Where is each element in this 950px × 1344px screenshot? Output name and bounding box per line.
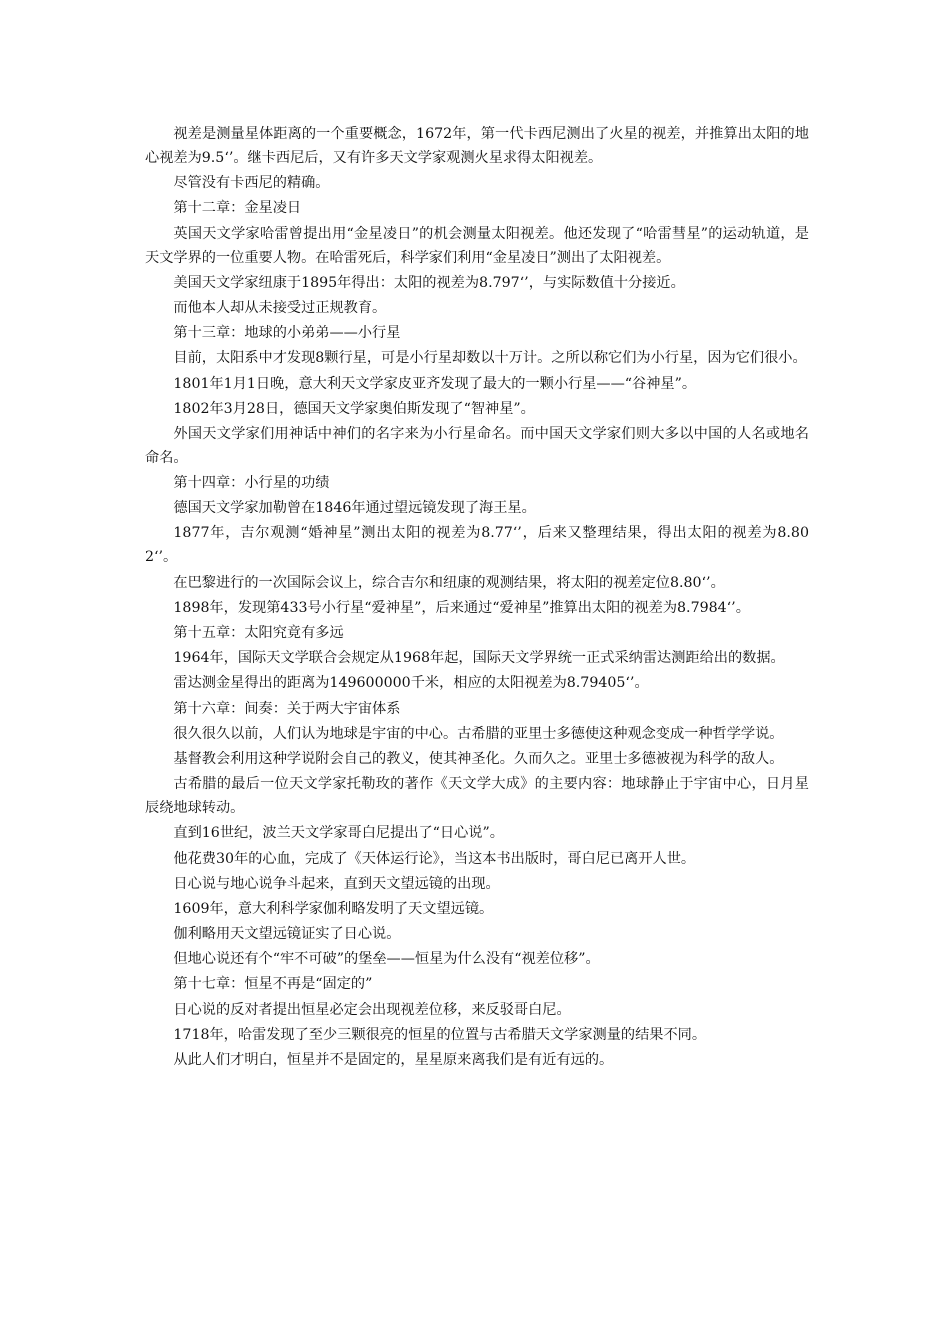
paragraph: 他花费30年的心血，完成了《天体运行论》，当这本书出版时，哥白尼已离开人世。 [173, 850, 696, 867]
document-body [145, 122, 809, 1073]
chapter-heading: 第十五章：太阳究竟有多远 [173, 625, 344, 641]
paragraph: 1802年3月28日，德国天文学家奥伯斯发现了“智神星”。 [173, 400, 535, 417]
paragraph: 1898年，发现第433号小行星“爱神星”，后来通过“爱神星”推算出太阳的视差为8.7984‘’。 [173, 599, 750, 616]
paragraph: 1801年1月1日晚，意大利天文学家皮亚齐发现了最大的一颗小行星——“谷神星”。 [173, 375, 697, 392]
paragraph: 英国天文学家哈雷曾提出用“金星凌日”的机会测量太阳视差。他还发现了“哈雷彗星”的运动轨道，是天文学界的一位重要人物。在哈雷死后，科学家们利用“金星凌日”测出了太阳视差。 [145, 225, 809, 266]
chapter-heading: 第十三章：地球的小弟弟——小行星 [173, 325, 401, 342]
paragraph: 直到16世纪，波兰天文学家哥白尼提出了“日心说”。 [173, 825, 504, 842]
chapter-heading: 第十二章：金星凌日 [173, 200, 302, 217]
paragraph: 1718年，哈雷发现了至少三颗很亮的恒星的位置与古希腊天文学家测量的结果不同。 [173, 1026, 707, 1043]
paragraph: 而他本人却从未接受过正规教育。 [173, 299, 387, 316]
paragraph: 1964年，国际天文学联合会规定从1968年起，国际天文学界统一正式采纳雷达测距给出的数据。 [173, 650, 785, 667]
paragraph: 日心说与地心说争斗起来，直到天文望远镜的出现。 [173, 875, 500, 892]
paragraph: 从此人们才明白，恒星并不是固定的，星星原来离我们是有近有远的。 [173, 1052, 614, 1068]
paragraph: 1609年，意大利科学家伽利略发明了天文望远镜。 [173, 900, 494, 917]
paragraph: 伽利略用天文望远镜证实了日心说。 [173, 926, 401, 943]
paragraph: 雷达测金星得出的距离为149600000千米，相应的太阳视差为8.79405‘’。 [173, 675, 649, 692]
paragraph: 德国天文学家加勒曾在1846年通过望远镜发现了海王星。 [173, 500, 536, 517]
paragraph: 目前，太阳系中才发现8颗行星，可是小行星却数以十万计。之所以称它们为小行星，因为它们很小。 [173, 350, 807, 367]
chapter-heading: 第十四章：小行星的功绩 [173, 475, 330, 492]
paragraph: 在巴黎进行的一次国际会议上，综合吉尔和纽康的观测结果，将太阳的视差定位8.80‘’。 [173, 574, 725, 591]
chapter-heading: 第十七章：恒星不再是“固定的” [173, 976, 373, 993]
paragraph: 尽管没有卡西尼的精确。 [173, 175, 330, 192]
paragraph: 1877年，吉尔观测“婚神星”测出太阳的视差为8.77‘’，后来又整理结果，得出太阳的视差为8.802‘’。 [145, 525, 809, 566]
paragraph: 视差是测量星体距离的一个重要概念，1672年，第一代卡西尼测出了火星的视差，并推算出太阳的地心视差为9.5‘’。继卡西尼后，又有许多天文学家观测火星求得太阳视差。 [145, 126, 809, 166]
chapter-heading: 第十六章：间奏：关于两大宇宙体系 [173, 700, 401, 717]
paragraph: 很久很久以前，人们认为地球是宇宙的中心。古希腊的亚里士多德使这种观念变成一种哲学学说。 [173, 725, 784, 742]
paragraph: 日心说的反对者提出恒星必定会出现视差位移，来反驳哥白尼。 [173, 1001, 571, 1018]
paragraph: 外国天文学家们用神话中神们的名字来为小行星命名。而中国天文学家们则大多以中国的人名或地名命名。 [145, 425, 809, 466]
paragraph: 但地心说还有个“牢不可破”的堡垒——恒星为什么没有“视差位移”。 [173, 951, 600, 968]
paragraph: 古希腊的最后一位天文学家托勒玫的著作《天文学大成》的主要内容：地球静止于宇宙中心，日月星辰绕地球转动。 [145, 776, 809, 817]
paragraph: 基督教会利用这种学说附会自己的教义，使其神圣化。久而久之。亚里士多德被视为科学的敌人。 [173, 750, 784, 767]
paragraph: 美国天文学家纽康于1895年得出：太阳的视差为8.797‘’，与实际数值十分接近。 [173, 274, 685, 291]
